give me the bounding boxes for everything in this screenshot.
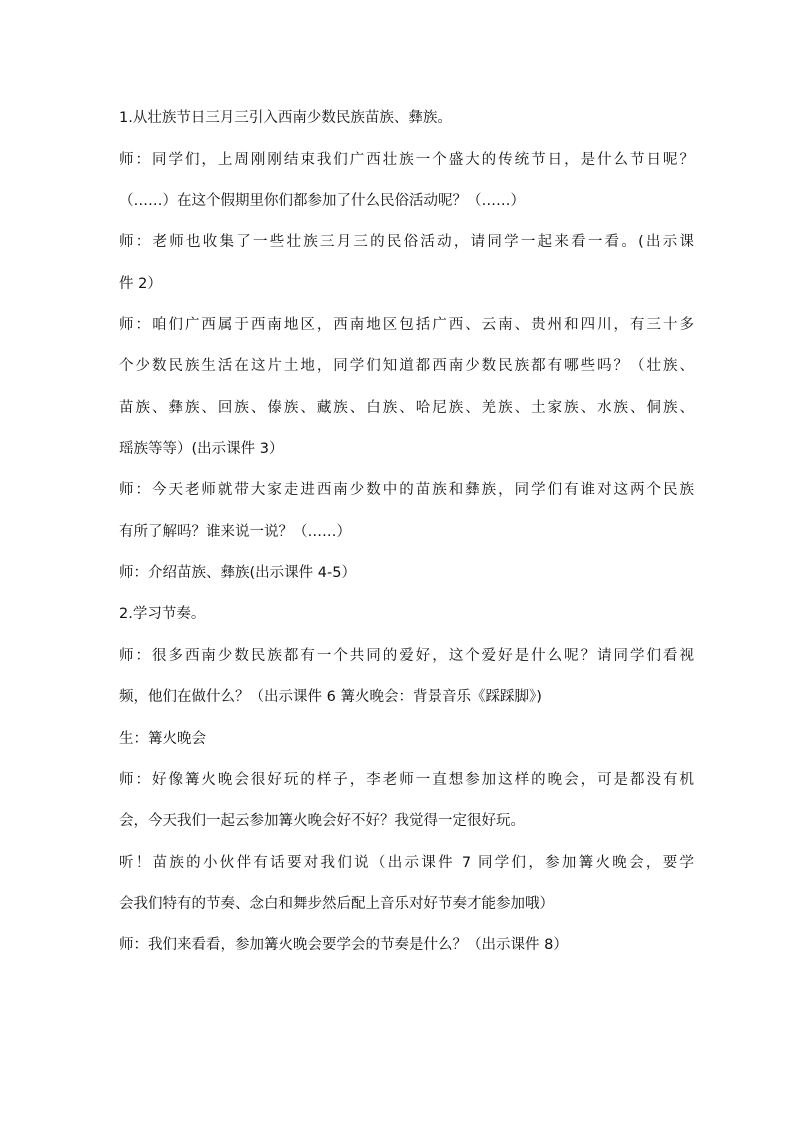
paragraph-line: 个少数民族生活在这片土地，同学们知道都西南少数民族都有哪些吗？（壮族、 [119, 358, 694, 374]
paragraph-line: 师：好像篝火晚会很好玩的样子，李老师一直想参加这样的晚会，可是都没有机 [119, 772, 694, 788]
paragraph-line: 师：今天老师就带大家走进西南少数中的苗族和彝族，同学们有谁对这两个民族 [119, 482, 694, 498]
paragraph-line: 师：同学们，上周刚刚结束我们广西壮族一个盛大的传统节日，是什么节日呢？ [119, 152, 694, 168]
paragraph-line: 师：咱们广西属于西南地区，西南地区包括广西、云南、贵州和四川，有三十多 [119, 317, 694, 333]
heading-section-1: 1.从壮族节日三月三引入西南少数民族苗族、彝族。 [119, 110, 452, 126]
paragraph-line: 师：老师也收集了一些壮族三月三的民俗活动，请同学一起来看一看。(出示课 [119, 234, 694, 250]
paragraph-line: 件 2） [119, 276, 162, 292]
paragraph-line: 会我们特有的节奏、念白和舞步然后配上音乐对好节奏才能参加哦） [119, 896, 554, 912]
paragraph-line: 频，他们在做什么？（出示课件 6 篝火晚会：背景音乐《踩踩脚》) [119, 689, 542, 705]
paragraph-line: 师：很多西南少数民族都有一个共同的爱好，这个爱好是什么呢？请同学们看视 [119, 648, 694, 664]
paragraph-line: 听！苗族的小伙伴有话要对我们说（出示课件 7 同学们，参加篝火晚会，要学 [119, 855, 694, 871]
heading-section-2: 2.学习节奏。 [119, 606, 206, 622]
paragraph-line: 师：介绍苗族、彝族(出示课件 4-5） [119, 565, 356, 581]
paragraph-line: 师：我们来看看，参加篝火晚会要学会的节奏是什么？（出示课件 8） [119, 937, 568, 953]
paragraph-line: 苗族、彝族、回族、傣族、藏族、白族、哈尼族、羌族、土家族、水族、侗族、 [119, 400, 694, 416]
paragraph-line: （……）在这个假期里你们都参加了什么民俗活动呢？（……） [119, 193, 525, 209]
paragraph-line: 会，今天我们一起云参加篝火晚会好不好？我觉得一定很好玩。 [119, 813, 525, 829]
paragraph-line: 生：篝火晚会 [119, 731, 206, 747]
paragraph-line: 瑶族等等）(出示课件 3） [119, 441, 284, 457]
paragraph-line: 有所了解吗？谁来说一说？（……） [119, 524, 351, 540]
